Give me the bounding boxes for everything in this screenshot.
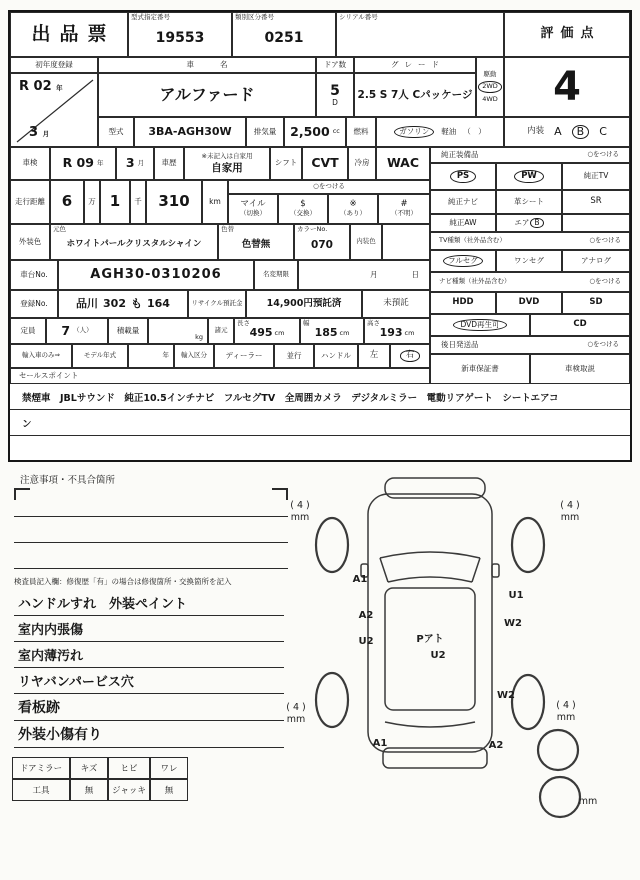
import-dealer-cell: ディーラー (214, 344, 274, 368)
note-line-3 (14, 568, 288, 569)
score-header-cell (504, 12, 630, 57)
shaken-year-cell (50, 147, 116, 180)
damage-label-w2-rear: W2 (497, 690, 515, 701)
interior-grade-cell (504, 117, 630, 147)
mirror-tool-table (12, 757, 188, 801)
capacity-unit: （人） (73, 326, 93, 335)
cabin-outline (385, 588, 475, 710)
mileage-unit-cell: km (202, 180, 228, 224)
mileage-rest-cell (146, 180, 202, 224)
navi-sd-cell: SD (562, 292, 630, 314)
spec-label-cell: 諸元 (208, 318, 234, 344)
tread-rear-left-value: ( 4 ) (286, 702, 306, 713)
type-number-cell (128, 12, 232, 57)
mileage-rest-digits: 310 (158, 192, 190, 211)
mileage-sen-unit-cell: 千 (130, 180, 146, 224)
handle-left-cell: 左 (358, 344, 390, 368)
tread-rear-right-unit: mm (556, 712, 576, 723)
dvd-play-selected: DVD再生可 (453, 319, 506, 332)
mileage-option-mile (228, 194, 278, 224)
tool-cell-mirror: ドアミラー (12, 757, 70, 779)
equipment-sr-cell: SR (562, 190, 630, 214)
rear-window-line (385, 722, 475, 727)
rename-day-unit: 日 (411, 269, 419, 279)
tv-fullseg-cell (430, 250, 496, 272)
recycle-value-cell (246, 290, 362, 318)
navi-dvd-cell: DVD (496, 292, 562, 314)
capacity-value-cell (46, 318, 108, 344)
grade-cell (354, 73, 476, 117)
drive-label: 駆動 (483, 69, 497, 78)
interior-color-value-cell (382, 224, 430, 260)
drive-cell (476, 57, 504, 117)
car-name-value: アルファード (159, 84, 255, 104)
drive-2wd-selected: 2WD (478, 81, 502, 92)
length-value: 495 (249, 325, 273, 339)
history-label-cell: 車歴 (154, 147, 184, 180)
sales-point-header: セールスポイント (10, 368, 430, 384)
width-cell (300, 318, 364, 344)
shift-label-cell: シフト (270, 147, 302, 180)
width-label: 幅 (303, 319, 310, 327)
tool-cell-jack: ジャッキ (108, 779, 150, 801)
reg-no-kana: も (131, 296, 142, 310)
later-shipping-mark-note: ○をつける (587, 340, 619, 349)
displacement-value-cell (284, 117, 346, 147)
capacity-value: 7 (61, 322, 71, 338)
first-reg-cell (10, 73, 98, 147)
tool-cell-none1: 無 (70, 779, 108, 801)
mileage-sen-digit: 1 (109, 192, 121, 211)
rename-deadline-label-cell: 名変期限 (254, 260, 298, 290)
equipment-header-label: 純正装備品 (441, 149, 479, 159)
reg-no-value-cell (58, 290, 188, 318)
mileage-mark-note-cell: ○をつける (228, 180, 430, 194)
mileage-option-replaced-main: $ (300, 199, 306, 210)
model-label-cell: 型式 (98, 117, 134, 147)
tread-rear-right-value: ( 4 ) (556, 700, 576, 711)
reg-no-class: 302 (103, 296, 126, 310)
interior-grade-a: A (554, 124, 562, 138)
tool-cell-scratch: キズ (70, 757, 108, 779)
shift-value-cell (302, 147, 348, 180)
height-value: 193 (379, 325, 403, 339)
shaken-month-unit: 月 (137, 158, 145, 167)
color-change-label: 色替 (221, 225, 234, 233)
navi-type-header-cell (430, 272, 630, 292)
doors-value: 5 (330, 82, 340, 99)
height-label: 高さ (367, 319, 380, 327)
model-year-label-cell: モデル年式 (72, 344, 128, 368)
type-number-label: 型式指定番号 (131, 13, 170, 21)
fuel-label-cell: 燃料 (346, 117, 376, 147)
first-reg-month-value: 3 (29, 125, 39, 141)
first-reg-month-unit: 月 (42, 130, 50, 139)
front-bumper (385, 478, 485, 498)
tool-cell-none2: 無 (150, 779, 188, 801)
mirror-right (492, 564, 499, 577)
equipment-ps-selected: PS (450, 170, 476, 184)
equipment-pw-cell (496, 163, 562, 190)
color-number-value: 070 (311, 238, 333, 251)
tire-rear-right (512, 675, 544, 729)
first-reg-year (19, 80, 63, 95)
spare-tire-circle-2 (540, 777, 580, 817)
recycle-value: 14,900円預託済 (266, 297, 342, 309)
shaken-era-value: R 09 (62, 155, 94, 171)
tread-front-right-unit: mm (560, 512, 580, 523)
navi-type-mark-note: ○をつける (589, 277, 621, 286)
inspector-item-4: リヤバンパービス穴 (14, 668, 284, 694)
width-value: 185 (314, 325, 338, 339)
fuel-value-cell (376, 117, 504, 147)
interior-grade-c: C (599, 124, 607, 138)
windshield-top-line (380, 552, 480, 558)
damage-label-p-center: Pアト (416, 634, 444, 645)
chassis-label-cell: 車台No. (10, 260, 58, 290)
mileage-man-unit-cell: 万 (84, 180, 100, 224)
fuel-other: （ ） (463, 126, 486, 136)
damage-label-u1: U1 (508, 590, 524, 601)
type-number-value: 19553 (155, 30, 205, 47)
import-only-label-cell: 輸入車のみ⇒ (10, 344, 72, 368)
displacement-value: 2,500 (290, 123, 330, 139)
car-name-header: 車名 (98, 57, 316, 73)
displacement-label-cell: 排気量 (246, 117, 284, 147)
tv-fullseg-selected: フルセグ (443, 255, 483, 268)
damage-label-a2-left: A2 (358, 610, 374, 621)
car-name-cell (98, 73, 316, 117)
vehicle-diagram (282, 470, 638, 830)
mileage-option-unknown (378, 194, 430, 224)
mileage-sen-digit-cell (100, 180, 130, 224)
equipment-aw-cell: 純正AW (430, 214, 496, 232)
recycle-label-cell: リサイクル預託金 (188, 290, 246, 318)
interior-grade-b-selected: B (572, 125, 590, 140)
import-parallel-cell: 並行 (274, 344, 314, 368)
class-number-value: 0251 (264, 30, 304, 47)
tread-front-left-unit: mm (290, 512, 310, 523)
note-line-1 (14, 516, 288, 517)
first-reg-month (29, 126, 49, 141)
equipment-pw-selected: PW (514, 170, 544, 184)
tool-cell-tools: 工具 (12, 779, 70, 801)
sheet-title: 出品票 (31, 22, 116, 45)
mileage-option-ari (328, 194, 378, 224)
equipment-tv-cell: 純正TV (562, 163, 630, 190)
model-year-value-cell (128, 344, 174, 368)
tv-type-mark-note: ○をつける (589, 236, 621, 245)
base-color-value: ホワイトパールクリスタルシャイン (66, 239, 202, 250)
length-label: 長さ (237, 319, 250, 327)
inspector-title: 検査員記入欄：修復歴「有」の場合は修復箇所・交換箇所を記入 (14, 577, 232, 586)
grade-header: グレード (354, 57, 476, 73)
inspector-item-6: 外装小傷有り (14, 721, 284, 748)
first-reg-era-value: R 02 (19, 79, 52, 94)
model-value-cell (134, 117, 246, 147)
windshield-right-pillar (472, 558, 480, 582)
reg-no-area: 品川 (76, 296, 99, 310)
mileage-option-mile-sub: （切換） (240, 209, 266, 218)
color-change-value: 色替無 (241, 238, 271, 250)
mileage-label-cell: 走行距離 (10, 180, 50, 224)
drive-4wd: 4WD (482, 94, 498, 103)
spare-tire-unit: mm (578, 796, 598, 807)
equipment-navi-cell: 純正ナビ (430, 190, 496, 214)
ac-value: WAC (386, 155, 420, 171)
doors-cell (316, 73, 354, 117)
score-value: 4 (553, 64, 581, 110)
mileage-option-mile-main: マイル (240, 199, 266, 210)
inspector-item-1: ハンドルすれ 外装ペイント (14, 590, 284, 616)
damage-label-u2-left: U2 (358, 636, 374, 647)
model-year-unit: 年 (162, 351, 169, 360)
notes-title: 注意事項・不具合箇所 (20, 475, 116, 486)
tire-front-left (316, 518, 348, 572)
length-unit: cm (274, 329, 285, 338)
color-number-label: カラーNo. (297, 225, 328, 233)
class-number-cell (232, 12, 336, 57)
later-shipping-label: 後日発送品 (441, 339, 479, 349)
inspector-item-5: 看板跡 (14, 694, 284, 721)
tire-front-right (512, 518, 544, 572)
cd-cell: CD (530, 314, 630, 336)
score-header-label: 評価点 (540, 26, 601, 42)
mileage-option-ari-main: ※ (349, 199, 357, 210)
ac-value-cell (376, 147, 430, 180)
tire-rear-left (316, 673, 348, 727)
mileage-option-unknown-main: # (400, 199, 408, 210)
shaken-year-unit: 年 (96, 158, 104, 167)
chassis-value: AGH30-0310206 (90, 266, 222, 282)
load-value-cell (148, 318, 208, 344)
color-change-cell (218, 224, 294, 260)
tv-analog-cell: アナログ (562, 250, 630, 272)
base-color-label: 元色 (53, 225, 66, 233)
tool-cell-break: ワレ (150, 757, 188, 779)
defect-note-box (14, 488, 288, 570)
navi-type-header-label: ナビ種類（社外品含む） (439, 277, 511, 286)
equipment-air-label: エア (514, 217, 530, 227)
grade-value: 2.5 S 7人 Cパッケージ (357, 88, 473, 101)
damage-label-a1-rear: A1 (372, 738, 388, 749)
class-number-label: 類別区分番号 (235, 13, 274, 21)
ac-label-cell: 冷房 (348, 147, 376, 180)
fuel-gasoline-selected: ガソリン (394, 126, 434, 139)
equipment-airbag-cell (496, 214, 562, 232)
serial-number-label: シリアル番号 (339, 13, 378, 21)
rename-month-unit: 月 (370, 269, 378, 279)
tread-front-right-value: ( 4 ) (560, 500, 580, 511)
reg-no-number: 164 (147, 296, 170, 310)
width-unit: cm (339, 329, 350, 338)
fuel-diesel: 軽油 (441, 126, 457, 136)
equipment-leather-cell: 革シート (496, 190, 562, 214)
damage-label-a2-rear: A2 (488, 740, 504, 751)
windshield-bottom-line (388, 577, 472, 582)
manual-cell: 車検取説 (530, 354, 630, 384)
chassis-value-cell (58, 260, 254, 290)
mileage-option-unknown-sub: （不明） (391, 209, 417, 218)
length-cell (234, 318, 300, 344)
dvd-play-cell (430, 314, 530, 336)
main-form (8, 10, 632, 462)
tv-oneseg-cell: ワンセグ (496, 250, 562, 272)
load-unit: kg (195, 332, 203, 341)
equipment-header-cell (430, 147, 630, 163)
doors-header: ドア数 (316, 57, 354, 73)
handle-right-selected: 右 (400, 350, 421, 362)
inspector-item-3: 室内薄汚れ (14, 642, 284, 668)
damage-label-w2-right: W2 (504, 618, 522, 629)
base-color-cell (50, 224, 218, 260)
windshield-left-pillar (380, 558, 388, 582)
equipment-air-b-selected: B (530, 218, 543, 229)
mileage-option-replaced (278, 194, 328, 224)
handle-right-cell (390, 344, 430, 368)
capacity-label-cell: 定員 (10, 318, 46, 344)
history-value: 自家用 (211, 162, 243, 175)
first-reg-year-unit: 年 (56, 84, 63, 92)
later-shipping-header-cell (430, 336, 630, 354)
tread-rear-left-unit: mm (286, 714, 306, 725)
history-value-cell (184, 147, 270, 180)
note-line-2 (14, 542, 288, 543)
rename-deadline-value-cell (298, 260, 430, 290)
sheet-title-cell (10, 12, 128, 57)
displacement-unit: cc (332, 127, 340, 136)
interior-grade-label: 内装 (527, 126, 545, 137)
spare-tire-circle-1 (538, 730, 578, 770)
rear-bumper (383, 748, 487, 768)
equipment-ps-cell (430, 163, 496, 190)
doors-sub: D (332, 97, 338, 107)
score-cell (504, 57, 630, 117)
bracket-left (14, 488, 30, 500)
mileage-man-digit-cell (50, 180, 84, 224)
damage-label-u2-center: U2 (430, 650, 446, 661)
color-number-cell (294, 224, 350, 260)
sales-point-line1: 禁煙車 JBLサウンド 純正10.5インチナビ フルセグTV 全周囲カメラ デジタルミラー 電動リアゲート シートエアコ (10, 384, 630, 410)
damage-label-a1-front: A1 (352, 574, 368, 585)
tv-type-header-cell (430, 232, 630, 250)
shaken-label-cell: 車検 (10, 147, 50, 180)
import-type-label-cell: 輸入区分 (174, 344, 214, 368)
tread-front-left-value: ( 4 ) (290, 500, 310, 511)
sales-point-line2: ン (10, 410, 630, 436)
handle-label-cell: ハンドル (314, 344, 358, 368)
height-cell (364, 318, 430, 344)
tv-type-header-label: TV種類（社外品含む） (439, 236, 506, 245)
height-unit: cm (404, 329, 415, 338)
tool-cell-crack: ヒビ (108, 757, 150, 779)
shaken-month-value: 3 (125, 155, 135, 171)
first-reg-header: 初年度登録 (10, 57, 98, 73)
navi-hdd-cell: HDD (430, 292, 496, 314)
shift-value: CVT (311, 155, 339, 171)
model-value: 3BA-AGH30W (148, 124, 232, 138)
load-label-cell: 積載量 (108, 318, 148, 344)
reg-no-label-cell: 登録No. (10, 290, 58, 318)
history-note: ※未記入は自家用 (201, 151, 253, 160)
mileage-option-ari-sub: （あり） (340, 209, 366, 218)
inspector-item-2: 室内内張傷 (14, 616, 284, 642)
exterior-color-label-cell: 外装色 (10, 224, 50, 260)
warranty-cell: 新車保証書 (430, 354, 530, 384)
interior-color-label-cell: 内装色 (350, 224, 382, 260)
shaken-month-cell (116, 147, 154, 180)
mileage-option-replaced-sub: （交換） (290, 209, 316, 218)
recycle-alt-cell: 未預託 (362, 290, 430, 318)
equipment-empty-cell (562, 214, 630, 232)
car-body-outline (368, 494, 492, 752)
serial-number-cell (336, 12, 504, 57)
mileage-man-digit: 6 (61, 192, 73, 211)
equipment-mark-note: ○をつける (587, 150, 619, 159)
